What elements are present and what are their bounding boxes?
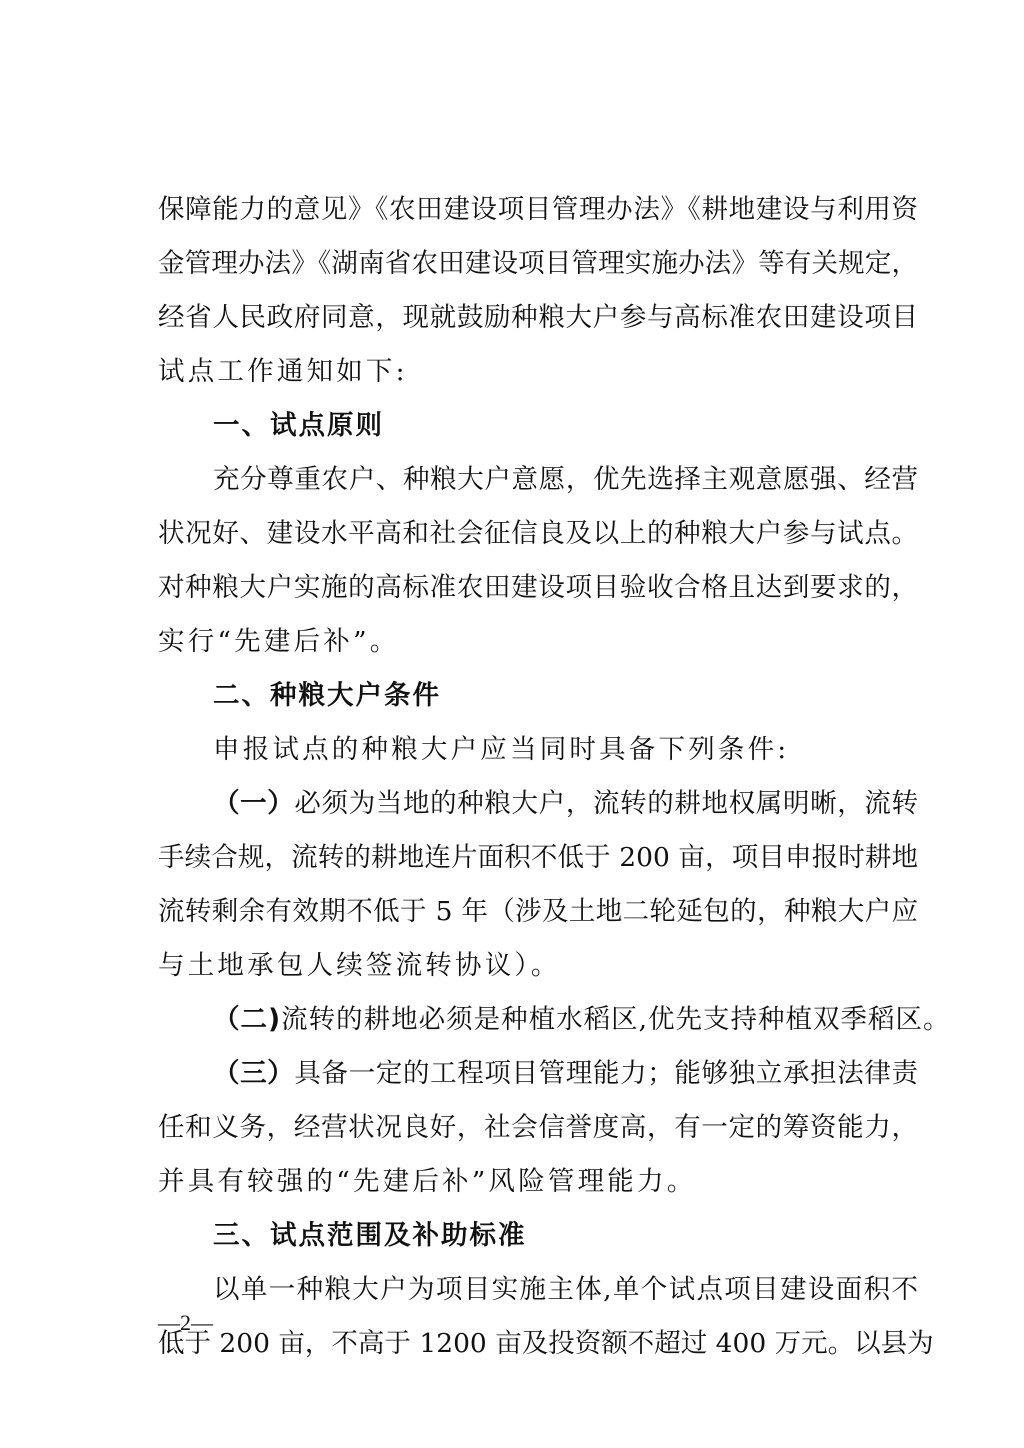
paragraph-line: 实行“先建后补”。 <box>158 626 400 657</box>
paragraph-line: 并具有较强的“先建后补”风险管理能力。 <box>158 1166 697 1197</box>
item-label: （一） <box>213 788 295 819</box>
section-heading-scope: 三、试点范围及补助标准 <box>213 1220 527 1251</box>
paragraph-line: 以单一种粮大户为项目实施主体,单个试点项目建设面积不 <box>213 1274 918 1305</box>
intro-line: 保障能力的意见》《农田建设项目管理办法》《耕地建设与利用资 <box>158 194 918 225</box>
paragraph-line: 状况好、建设水平高和社会征信良及以上的种粮大户参与试点。 <box>158 518 918 549</box>
body-text <box>158 183 951 1371</box>
intro-line: 经省人民政府同意，现就鼓励种粮大户参与高标准农田建设项目 <box>158 302 918 333</box>
intro-line: 试点工作通知如下: <box>158 356 408 387</box>
paragraph-line: 与土地承包人续签流转协议）。 <box>158 950 561 981</box>
item-text: 具备一定的工程项目管理能力；能够独立承担法律责 <box>294 1058 919 1089</box>
item-text: 必须为当地的种粮大户，流转的耕地权属明晰，流转 <box>294 788 919 819</box>
paragraph-line: 任和义务，经营状况良好，社会信誉度高，有一定的筹资能力， <box>158 1112 918 1143</box>
intro-line: 金管理办法》《湖南省农田建设项目管理实施办法》等有关规定， <box>158 248 918 279</box>
item-label: （二) <box>213 1004 282 1035</box>
list-item-1 <box>158 777 918 831</box>
paragraph-line: 充分尊重农户、种粮大户意愿，优先选择主观意愿强、经营 <box>213 464 918 495</box>
item-label: （三） <box>213 1058 295 1089</box>
item-text: 流转的耕地必须是种植水稻区,优先支持种植双季稻区。 <box>281 1004 951 1035</box>
list-item-2 <box>158 993 951 1047</box>
paragraph-line: 流转剩余有效期不低于 5 年（涉及土地二轮延包的，种粮大户应 <box>158 896 918 927</box>
page-number: —2— <box>158 1310 213 1335</box>
section-heading-principles: 一、试点原则 <box>213 410 384 441</box>
paragraph-line: 低于 200 亩，不高于 1200 亩及投资额不超过 400 万元。以县为 <box>158 1328 934 1359</box>
paragraph-line: 手续合规，流转的耕地连片面积不低于 200 亩，项目申报时耕地 <box>158 842 918 873</box>
paragraph-line: 申报试点的种粮大户应当同时具备下列条件: <box>213 734 790 765</box>
list-item-3 <box>158 1047 918 1101</box>
paragraph-line: 对种粮大户实施的高标准农田建设项目验收合格且达到要求的， <box>158 572 918 603</box>
section-heading-conditions: 二、种粮大户条件 <box>213 680 441 711</box>
